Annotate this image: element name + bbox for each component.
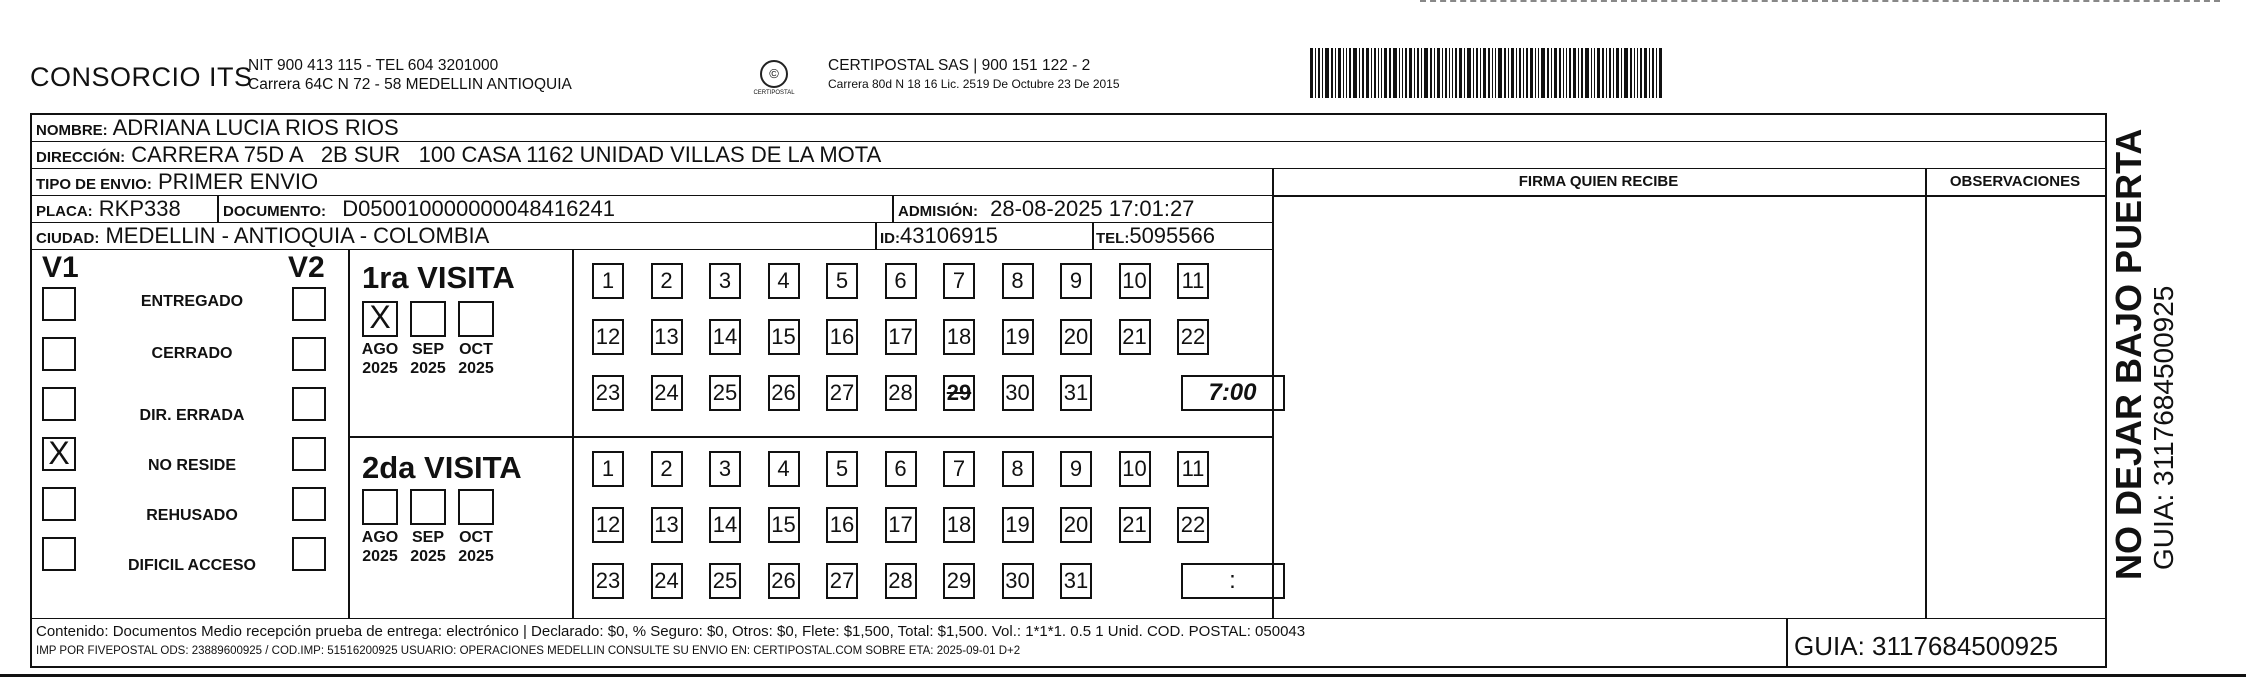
barcode-bar (1449, 48, 1450, 98)
placa-label: PLACA: (36, 203, 93, 220)
barcode-bar (1374, 48, 1376, 98)
day-box[interactable]: 7 (943, 451, 975, 487)
barcode-bar (1634, 48, 1635, 98)
barcode-bar (1498, 48, 1502, 98)
direccion-row (32, 142, 2105, 169)
day-box[interactable]: 16 (826, 507, 858, 543)
barcode-bar (1602, 48, 1604, 98)
tel-cell (1096, 223, 1215, 249)
barcode-bar (1430, 48, 1432, 98)
month-label (405, 340, 451, 378)
barcode-bar (1488, 48, 1490, 98)
barcode-bar (1424, 48, 1428, 98)
status-v1-checkbox[interactable] (42, 337, 76, 371)
status-v1-checkbox[interactable] (42, 487, 76, 521)
barcode-bar (1649, 48, 1650, 98)
tel-label: TEL: (1096, 230, 1130, 247)
day-box[interactable]: 9 (1060, 451, 1092, 487)
barcode-bar (1613, 48, 1614, 98)
barcode-bar (1578, 48, 1579, 98)
check-mark: X (369, 299, 391, 335)
barcode-bar (1362, 48, 1364, 98)
month-year: 2025 (362, 548, 398, 565)
day-box[interactable]: 17 (885, 507, 917, 543)
delivery-form (30, 113, 2107, 668)
barcode-bar (1417, 48, 1419, 98)
month-name: AGO (361, 341, 399, 358)
barcode-bar (1519, 48, 1521, 98)
barcode-bar (1597, 48, 1600, 98)
day-box[interactable]: 9 (1060, 263, 1092, 299)
barcode-bar (1573, 48, 1576, 98)
barcode-bar (1594, 48, 1595, 98)
day-box[interactable]: 20 (1060, 507, 1092, 543)
barcode-bar (1511, 48, 1514, 98)
day-box[interactable]: 19 (1002, 319, 1034, 355)
ciudad-value: MEDELLIN - ANTIOQUIA - COLOMBIA (105, 223, 490, 248)
barcode-bar (1538, 48, 1539, 98)
month-label (405, 528, 451, 566)
direccion-label: DIRECCIÓN: (36, 149, 126, 166)
barcode-bar (1541, 48, 1545, 98)
barcode-bar (1637, 48, 1638, 98)
barcode-bar (1459, 48, 1462, 98)
barcode-bar (1371, 48, 1372, 98)
barcode-bar (1393, 48, 1397, 98)
visit-divider (572, 249, 574, 618)
barcode-bar (1656, 48, 1657, 98)
day-box[interactable]: 25 (709, 375, 741, 411)
month-label (453, 340, 499, 378)
id-divider (875, 223, 877, 249)
month-checkbox[interactable] (362, 301, 398, 337)
documento-value: D050010000000048416241 (342, 196, 616, 221)
barcode-bar (1644, 48, 1647, 98)
day-box[interactable]: 30 (1002, 375, 1034, 411)
firma-header: FIRMA QUIEN RECIBE (1518, 173, 1679, 190)
second-visit-time[interactable]: : (1181, 563, 1285, 599)
side-notice (2108, 129, 2180, 580)
barcode-bar (1630, 48, 1632, 98)
day-box[interactable]: 4 (768, 263, 800, 299)
barcode-bar (1559, 48, 1561, 98)
brand-name: CONSORCIO ITS (30, 62, 253, 92)
nombre-label: NOMBRE: (36, 122, 108, 139)
barcode-bar (1547, 48, 1549, 98)
barcode-bar (1624, 48, 1628, 98)
barcode-bar (1452, 48, 1453, 98)
certipostal-info (828, 56, 1120, 94)
day-box[interactable]: 29 (943, 563, 975, 599)
status-v2-checkbox[interactable] (292, 437, 326, 471)
tel-divider (1092, 223, 1094, 249)
day-box[interactable]: 20 (1060, 319, 1092, 355)
ciudad-label: CIUDAD: (36, 230, 100, 247)
top-edge-dashes (1420, 0, 2220, 6)
first-visit-time[interactable]: 7:00 (1181, 375, 1285, 411)
day-box[interactable]: 24 (651, 375, 683, 411)
month-checkbox[interactable] (458, 301, 494, 337)
barcode-bar (1366, 48, 1369, 98)
barcode-bar (1421, 48, 1422, 98)
day-box[interactable]: 22 (1177, 319, 1209, 355)
documento-cell (223, 196, 615, 222)
header (30, 44, 1630, 106)
footer-print-line: IMP POR FIVEPOSTAL ODS: 23889600925 / COD.IMP: 51516200925 USUARIO: OPERACIONES MEDELLIN CONSULTE SU ENVIO EN: CERTIPOSTAL.COM SOBRE ETA: 2025-09-01 D+2 (36, 645, 1021, 657)
barcode-bar (1535, 48, 1536, 98)
month-year: 2025 (458, 360, 494, 377)
tel-value: 5095566 (1129, 223, 1215, 248)
barcode-bar (1609, 48, 1611, 98)
barcode-bar (1563, 48, 1564, 98)
day-box[interactable]: 19 (1002, 507, 1034, 543)
barcode (1310, 48, 1688, 98)
month-name: SEP (411, 529, 444, 546)
day-box[interactable]: 27 (826, 563, 858, 599)
status-divider (348, 249, 350, 618)
barcode-bar (1437, 48, 1440, 98)
status-v1-checkbox[interactable] (42, 537, 76, 571)
barcode-bar (1526, 48, 1528, 98)
footer-guia: GUIA: 3117684500925 (1794, 631, 2059, 661)
status-v2-checkbox[interactable] (292, 487, 326, 521)
barcode-bar (1523, 48, 1524, 98)
barcode-bar (1434, 48, 1435, 98)
day-box[interactable]: 18 (943, 319, 975, 355)
admision-value: 28-08-2025 17:01:27 (990, 196, 1195, 221)
footer-content-line: Contenido: Documentos Medio recepción prueba de entrega: electrónico | Declarado: $0, % Seguro: $0, Otros: $0, Flete: $1,500, Total: $1,500. Vol.: 1*1*1. 0.5 1 Unid. COD. POSTAL: 050043 (36, 623, 1306, 640)
day-box[interactable]: 15 (768, 507, 800, 543)
barcode-bar (1442, 48, 1443, 98)
barcode-bar (1659, 48, 1662, 98)
barcode-bar (1530, 48, 1533, 98)
day-box[interactable]: 17 (885, 319, 917, 355)
barcode-bar (1495, 48, 1496, 98)
firma-header-line (1272, 195, 2105, 197)
status-v2-checkbox[interactable] (292, 387, 326, 421)
id-cell (880, 223, 998, 249)
barcode-bar (1338, 48, 1341, 98)
barcode-bar (1640, 48, 1642, 98)
tipo-value: PRIMER ENVIO (157, 169, 319, 194)
id-value: 43106915 (900, 223, 998, 248)
barcode-bar (1399, 48, 1400, 98)
barcode-bar (1445, 48, 1447, 98)
day-box[interactable]: 10 (1119, 451, 1151, 487)
day-box[interactable]: 2 (651, 451, 683, 487)
month-label (453, 528, 499, 566)
month-year: 2025 (410, 548, 446, 565)
status-option-label: ENTREGADO (140, 293, 244, 310)
day-box[interactable]: 23 (592, 375, 624, 411)
month-year: 2025 (362, 360, 398, 377)
barcode-bar (1508, 48, 1509, 98)
address-line: Carrera 64C N 72 - 58 MEDELLIN ANTIOQUIA (248, 76, 572, 93)
status-v2-checkbox[interactable] (292, 287, 326, 321)
barcode-bar (1551, 48, 1552, 98)
id-label: ID: (880, 230, 900, 247)
barcode-bar (1310, 48, 1313, 98)
day-box[interactable]: 22 (1177, 507, 1209, 543)
barcode-bar (1476, 48, 1478, 98)
month-label (357, 528, 403, 566)
admision-cell (898, 196, 1194, 222)
day-box[interactable]: 31 (1060, 563, 1092, 599)
day-box[interactable]: 15 (768, 319, 800, 355)
month-name: AGO (361, 529, 399, 546)
day-box[interactable]: 26 (768, 375, 800, 411)
barcode-bar (1409, 48, 1412, 98)
admision-divider (892, 196, 894, 222)
nit-line: NIT 900 413 115 - TEL 604 3201000 (248, 57, 499, 74)
barcode-bar (1402, 48, 1403, 98)
day-box[interactable]: 30 (1002, 563, 1034, 599)
barcode-bar (1473, 48, 1474, 98)
barcode-bar (1566, 48, 1567, 98)
day-box[interactable]: 8 (1002, 263, 1034, 299)
ciudad-cell (36, 223, 489, 249)
barcode-bar (1585, 48, 1589, 98)
bottom-edge-line (0, 674, 2246, 677)
month-name: SEP (411, 341, 444, 358)
day-box[interactable]: 21 (1119, 319, 1151, 355)
day-box[interactable]: 13 (651, 319, 683, 355)
day-box[interactable]: 24 (651, 563, 683, 599)
admision-label: ADMISIÓN: (898, 203, 978, 220)
status-v1-checkbox[interactable] (42, 287, 76, 321)
side-guia: GUIA: 3117684500925 (2148, 285, 2179, 570)
day-box[interactable]: 3 (709, 263, 741, 299)
month-checkbox[interactable] (458, 489, 494, 525)
day-box[interactable]: 16 (826, 319, 858, 355)
month-label (357, 340, 403, 378)
placa-cell (36, 196, 181, 222)
day-box[interactable]: 26 (768, 563, 800, 599)
company-info (248, 56, 572, 94)
status-option-label: DIFICIL ACCESO (127, 557, 256, 574)
certipostal-line: CERTIPOSTAL SAS | 900 151 122 - 2 (828, 57, 1091, 74)
barcode-bar (1318, 48, 1320, 98)
barcode-bar (1467, 48, 1471, 98)
check-mark: X (48, 435, 70, 471)
day-box[interactable]: 6 (885, 451, 917, 487)
barcode-bar (1455, 48, 1457, 98)
footer (32, 618, 2105, 667)
day-box[interactable]: 21 (1119, 507, 1151, 543)
barcode-bar (1331, 48, 1333, 98)
day-box[interactable]: 7 (943, 263, 975, 299)
visit-separator (348, 436, 1272, 438)
barcode-bar (1616, 48, 1619, 98)
placa-value: RKP338 (98, 196, 181, 221)
day-box[interactable]: 12 (592, 507, 624, 543)
v1-header: V1 (42, 251, 79, 284)
certipostal-license: Carrera 80d N 18 16 Lic. 2519 De Octubre 23 De 2015 (828, 77, 1120, 91)
status-option-label: DIR. ERRADA (139, 407, 245, 424)
obs-divider (1925, 169, 1927, 618)
observaciones-header: OBSERVACIONES (1949, 173, 2081, 190)
second-visit-title: 2da VISITA (362, 450, 522, 485)
day-box[interactable]: 5 (826, 451, 858, 487)
month-checkbox[interactable] (362, 489, 398, 525)
day-box[interactable]: 14 (709, 507, 741, 543)
day-box[interactable]: 25 (709, 563, 741, 599)
barcode-bar (1378, 48, 1379, 98)
barcode-bar (1343, 48, 1344, 98)
day-box[interactable]: 5 (826, 263, 858, 299)
day-box[interactable]: 18 (943, 507, 975, 543)
nombre-value: ADRIANA LUCIA RIOS RIOS (112, 115, 399, 140)
footer-divider (1786, 619, 1788, 667)
documento-label: DOCUMENTO: (223, 203, 327, 220)
tipo-row (32, 169, 1272, 196)
status-v2-checkbox[interactable] (292, 337, 326, 371)
barcode-bar (1483, 48, 1486, 98)
status-v1-checkbox[interactable] (42, 387, 76, 421)
day-box[interactable]: 28 (885, 375, 917, 411)
status-v2-checkbox[interactable] (292, 537, 326, 571)
day-box[interactable]: 28 (885, 563, 917, 599)
status-option-label: REHUSADO (146, 507, 238, 524)
barcode-bar (1652, 48, 1654, 98)
day-box[interactable]: 8 (1002, 451, 1034, 487)
barcode-bar (1353, 48, 1357, 98)
no-dejar-bajo-puerta: NO DEJAR BAJO PUERTA (2108, 128, 2149, 580)
day-box[interactable]: 11 (1177, 263, 1209, 299)
barcode-bar (1335, 48, 1336, 98)
day-box[interactable]: 6 (885, 263, 917, 299)
placa-divider (217, 196, 219, 222)
day-box[interactable]: 13 (651, 507, 683, 543)
barcode-bar (1325, 48, 1329, 98)
barcode-bar (1480, 48, 1481, 98)
direccion-value: CARRERA 75D A 2B SUR 100 CASA 1162 UNIDAD VILLAS DE LA MOTA (131, 142, 882, 167)
barcode-bar (1384, 48, 1387, 98)
month-name: OCT (459, 341, 493, 358)
barcode-bar (1315, 48, 1316, 98)
day-box[interactable]: 10 (1119, 263, 1151, 299)
day-box[interactable]: 29 (943, 375, 975, 411)
barcode-bar (1569, 48, 1571, 98)
day-box[interactable]: 4 (768, 451, 800, 487)
barcode-bar (1389, 48, 1391, 98)
day-box[interactable]: 31 (1060, 375, 1092, 411)
barcode-bar (1554, 48, 1557, 98)
barcode-bar (1621, 48, 1622, 98)
day-box[interactable]: 1 (592, 263, 624, 299)
barcode-bar (1516, 48, 1517, 98)
day-box[interactable]: 3 (709, 451, 741, 487)
status-option-label: NO RESIDE (147, 457, 236, 474)
month-name: OCT (459, 529, 493, 546)
month-checkbox[interactable] (410, 489, 446, 525)
day-box[interactable]: 14 (709, 319, 741, 355)
v2-header: V2 (288, 251, 325, 284)
first-visit-title: 1ra VISITA (362, 260, 515, 295)
tipo-label: TIPO DE ENVIO: (36, 176, 152, 193)
nombre-row (32, 115, 2105, 142)
month-checkbox[interactable] (410, 301, 446, 337)
barcode-bar (1322, 48, 1323, 98)
barcode-bar (1591, 48, 1592, 98)
day-box[interactable]: 1 (592, 451, 624, 487)
barcode-bar (1464, 48, 1465, 98)
certipostal-logo: © CERTIPOSTAL (748, 60, 800, 104)
day-box[interactable]: 2 (651, 263, 683, 299)
barcode-bar (1349, 48, 1351, 98)
barcode-bar (1405, 48, 1407, 98)
barcode-bar (1414, 48, 1415, 98)
barcode-bar (1346, 48, 1347, 98)
barcode-bar (1381, 48, 1382, 98)
barcode-bar (1606, 48, 1607, 98)
barcode-bar (1581, 48, 1583, 98)
day-box[interactable]: 23 (592, 563, 624, 599)
status-v1-checkbox[interactable] (42, 437, 76, 471)
month-year: 2025 (458, 548, 494, 565)
barcode-bar (1359, 48, 1360, 98)
barcode-bar (1504, 48, 1506, 98)
status-option-label: CERRADO (151, 345, 233, 362)
month-year: 2025 (410, 360, 446, 377)
day-box[interactable]: 27 (826, 375, 858, 411)
day-box[interactable]: 12 (592, 319, 624, 355)
barcode-bar (1492, 48, 1493, 98)
day-box[interactable]: 11 (1177, 451, 1209, 487)
